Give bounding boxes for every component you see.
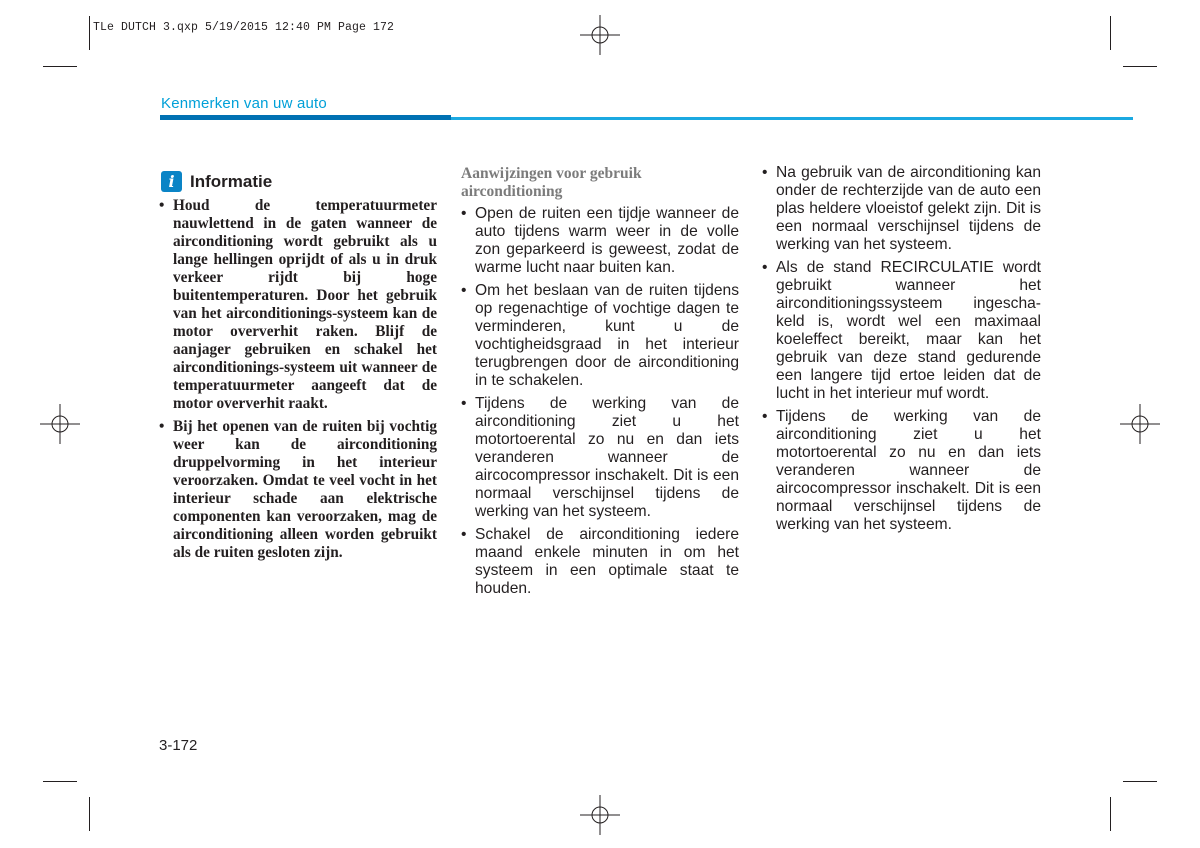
- info-icon: i: [161, 171, 182, 192]
- list-item-text: Schakel de airconditioning iedere maand enkele minuten in om het systeem in een optimale staat te houden.: [475, 526, 739, 597]
- list-item-text: Na gebruik van de airconditioning kan onder de rechterzijde van de auto een plas heldere vloeistof gelekt zijn. Dit is een normaal verschijnsel tijdens de werking van het systeem.: [776, 164, 1041, 253]
- bullet: •: [461, 205, 467, 222]
- section-title: Kenmerken van uw auto: [161, 95, 327, 112]
- bullet: •: [762, 259, 768, 276]
- crop-mark: [43, 66, 77, 67]
- bullet: •: [461, 395, 467, 412]
- print-slug: TLe DUTCH 3.qxp 5/19/2015 12:40 PM Page 172: [93, 21, 395, 34]
- list-item: [157, 197, 437, 413]
- crop-mark: [89, 16, 90, 50]
- registration-mark-icon: [40, 404, 80, 444]
- registration-mark-icon: [580, 795, 620, 835]
- list-item-text: Tijdens de werking van de airconditioning ziet u het motortoerental zo nu en dan iets veranderen wanneer de aircocompressor inschakelt. Dit is een normaal verschijnsel tijdens de werking van het systeem.: [776, 408, 1041, 533]
- header-rule: [160, 115, 451, 120]
- registration-mark-icon: [1120, 404, 1160, 444]
- bullet: •: [461, 526, 467, 543]
- crop-mark: [89, 797, 90, 831]
- list-item: [761, 259, 1041, 403]
- crop-mark: [1110, 16, 1111, 50]
- bullet: •: [762, 408, 768, 425]
- tips-list: [460, 205, 739, 603]
- list-item-text: Bij het openen van de ruiten bij vochtig weer kan de airconditioning druppelvorming in het interieur veroorzaken. Omdat te veel vocht in het interieur schade aan elektrische componenten kan veroorzaken, mag de airconditioning alleen worden gebruikt als de ruiten gesloten zijn.: [173, 418, 437, 561]
- bullet: •: [461, 282, 467, 299]
- list-item-text: Houd de temperatuurmeter nauwlettend in de gaten wanneer de airconditioning wordt gebruikt als u lange hellingen oprijdt of als u in druk verkeer rijdt bij hoge buitentemperaturen. Door het gebruik van het airconditionings-systeem kan de motor oververhit raken. Blijf de aanjager gebruiken en schakel het airconditionings-systeem uit wanneer de temperatuurmeter aangeeft dat de motor oververhit raakt.: [173, 197, 437, 412]
- info-heading: [161, 171, 272, 192]
- list-item: [460, 526, 739, 598]
- crop-mark: [43, 781, 77, 782]
- list-item-text: Als de stand RECIRCULATIE wordt gebruikt wanneer het airconditioningssysteem ingescha-keld is, wordt wel een maximaal koeleffect bereikt, maar kan het gebruik van deze stand gedurende een langere tijd ertoe leiden dat de lucht in het interieur muf wordt.: [776, 259, 1041, 402]
- info-title: Informatie: [190, 171, 273, 191]
- list-item: [761, 164, 1041, 254]
- list-item-text: Tijdens de werking van de airconditioning ziet u het motortoerental zo nu en dan iets veranderen wanneer de aircocompressor inschakelt. Dit is een normaal verschijnsel tijdens de werking van het systeem.: [475, 395, 739, 520]
- list-item: [460, 282, 739, 390]
- subsection-heading: Aanwijzingen voor gebruik airconditioning: [461, 165, 642, 200]
- list-item-text: Open de ruiten een tijdje wanneer de auto tijdens warm weer in de volle zon geparkeerd is geweest, zodat de warme lucht naar buiten kan.: [475, 205, 739, 276]
- info-list: [157, 197, 437, 567]
- list-item: [460, 205, 739, 277]
- crop-mark: [1123, 781, 1157, 782]
- bullet: •: [762, 164, 768, 181]
- right-list: [761, 164, 1041, 539]
- list-item: [460, 395, 739, 521]
- bullet: •: [159, 418, 165, 435]
- list-item-text: Om het beslaan van de ruiten tijdens op regenachtige of vochtige dagen te verminderen, kunt u de vochtigheidsgraad in het interieur terugbrengen door de airconditioning in te schakelen.: [475, 282, 739, 389]
- list-item: [761, 408, 1041, 534]
- bullet: •: [159, 197, 165, 214]
- registration-mark-icon: [580, 15, 620, 55]
- header-rule: [451, 117, 1133, 120]
- list-item: [157, 418, 437, 562]
- crop-mark: [1110, 797, 1111, 831]
- crop-mark: [1123, 66, 1157, 67]
- page-number: 3-172: [159, 737, 198, 754]
